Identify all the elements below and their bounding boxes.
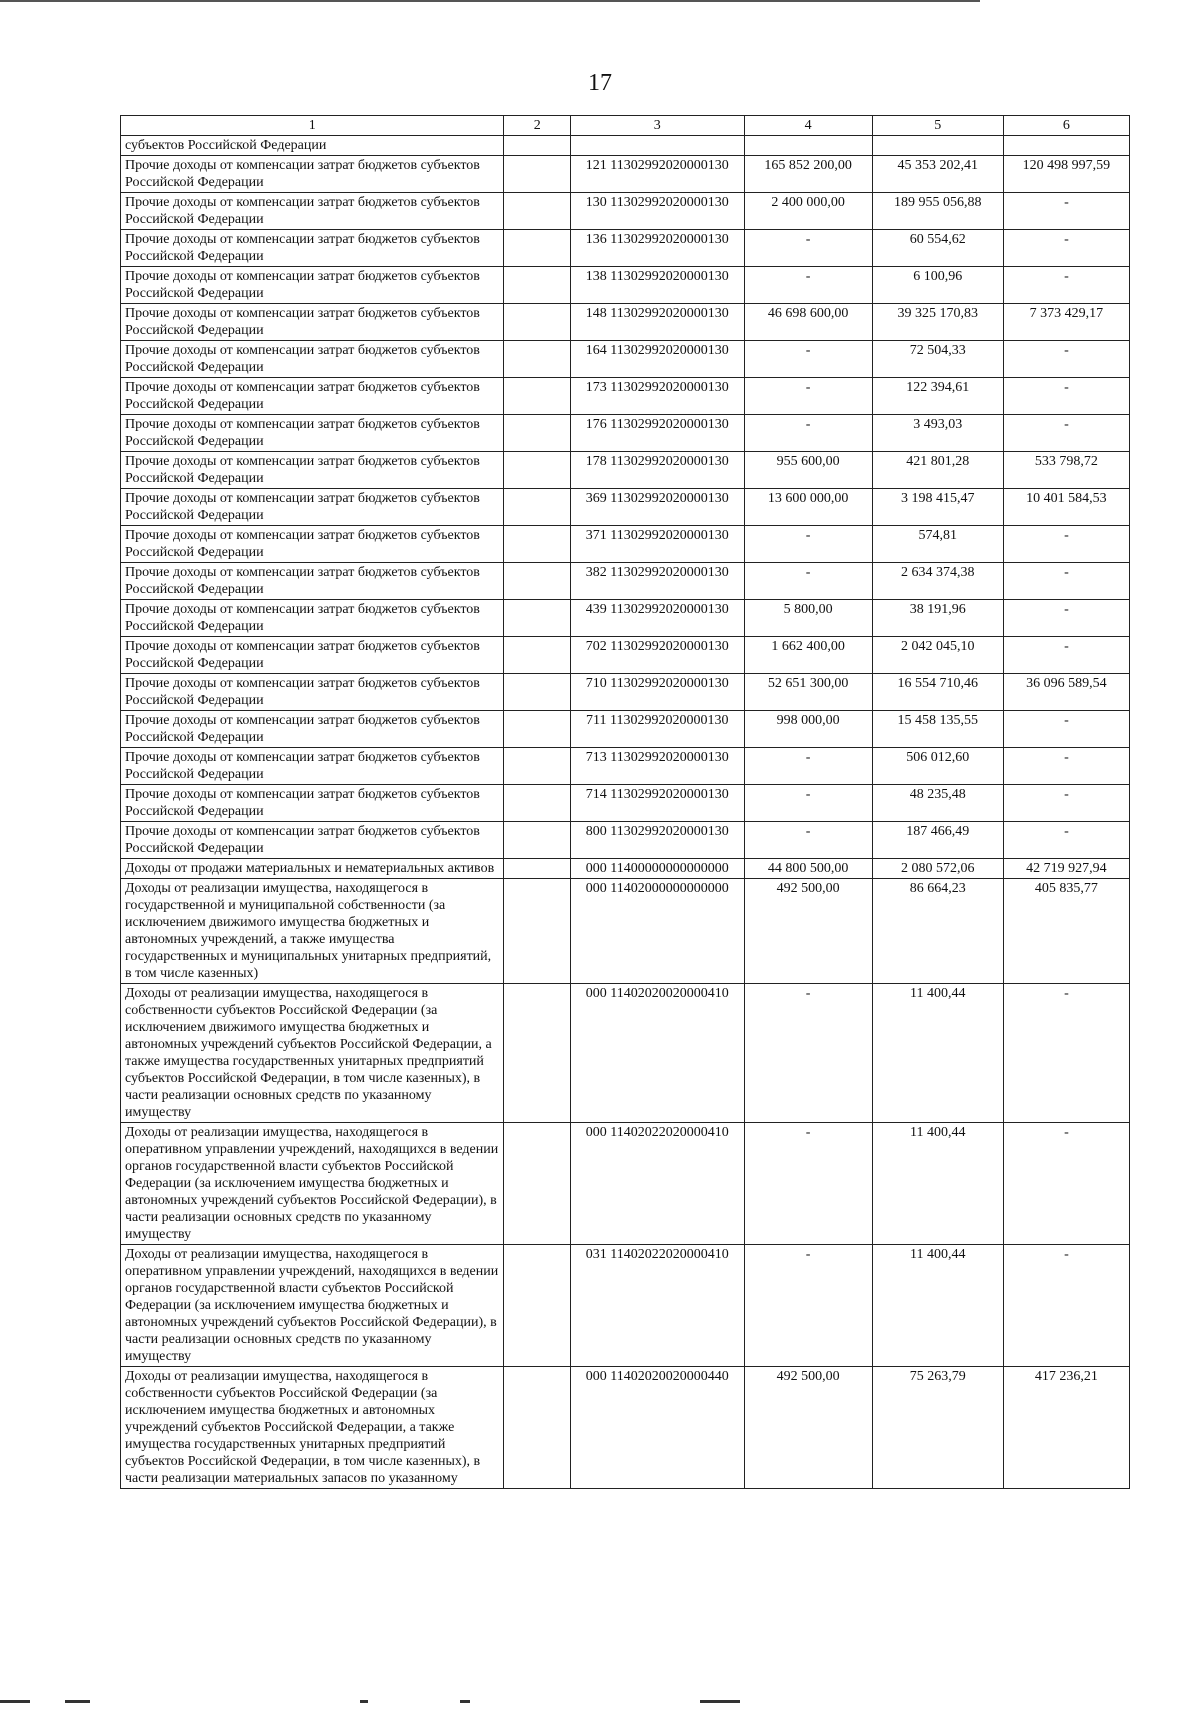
row-col-2 xyxy=(504,984,571,1123)
table-body xyxy=(121,136,1130,1489)
row-description: Прочие доходы от компенсации затрат бюджетов субъектов Российской Федерации xyxy=(121,600,504,637)
row-description: Прочие доходы от компенсации затрат бюджетов субъектов Российской Федерации xyxy=(121,785,504,822)
row-approved-amount: - xyxy=(744,1123,872,1245)
row-approved-amount: 492 500,00 xyxy=(744,879,872,984)
row-executed-amount: 72 504,33 xyxy=(872,341,1003,378)
row-col-2 xyxy=(504,674,571,711)
table-row xyxy=(121,984,1130,1123)
row-budget-code: 000 11400000000000000 xyxy=(571,859,745,879)
table-row xyxy=(121,859,1130,879)
row-description: Доходы от реализации имущества, находящегося в собственности субъектов Российской Федерации (за исключением имущества бюджетных и автономных учреждений субъектов Российской Федерации, а также имущества государственных унитарных предприятий субъектов Российской Федерации, в том числе казенных), в части реализации материальных запасов по указанному xyxy=(121,1367,504,1489)
row-unexecuted-amount: 533 798,72 xyxy=(1003,452,1129,489)
row-description: субъектов Российской Федерации xyxy=(121,136,504,156)
row-description: Прочие доходы от компенсации затрат бюджетов субъектов Российской Федерации xyxy=(121,156,504,193)
row-executed-amount: 2 634 374,38 xyxy=(872,563,1003,600)
row-executed-amount: 75 263,79 xyxy=(872,1367,1003,1489)
row-col-2 xyxy=(504,489,571,526)
row-unexecuted-amount: 7 373 429,17 xyxy=(1003,304,1129,341)
row-approved-amount: 2 400 000,00 xyxy=(744,193,872,230)
table-row xyxy=(121,711,1130,748)
row-approved-amount: - xyxy=(744,748,872,785)
row-description: Прочие доходы от компенсации затрат бюджетов субъектов Российской Федерации xyxy=(121,452,504,489)
header-col-2: 2 xyxy=(504,116,571,136)
row-col-2 xyxy=(504,1245,571,1367)
row-unexecuted-amount: - xyxy=(1003,711,1129,748)
row-approved-amount: 13 600 000,00 xyxy=(744,489,872,526)
row-executed-amount: 2 080 572,06 xyxy=(872,859,1003,879)
row-description: Прочие доходы от компенсации затрат бюджетов субъектов Российской Федерации xyxy=(121,193,504,230)
row-description: Прочие доходы от компенсации затрат бюджетов субъектов Российской Федерации xyxy=(121,822,504,859)
row-approved-amount: 46 698 600,00 xyxy=(744,304,872,341)
row-description: Доходы от реализации имущества, находящегося в государственной и муниципальной собственности (за исключением движимого имущества бюджетных и автономных учреждений, а также имущества государственных и муниципальных унитарных предприятий, в том числе казенных) xyxy=(121,879,504,984)
row-executed-amount: 11 400,44 xyxy=(872,984,1003,1123)
header-col-5: 5 xyxy=(872,116,1003,136)
budget-revenue-table xyxy=(120,115,1130,1489)
row-executed-amount: 574,81 xyxy=(872,526,1003,563)
row-approved-amount: 5 800,00 xyxy=(744,600,872,637)
header-col-1: 1 xyxy=(121,116,504,136)
row-executed-amount xyxy=(872,136,1003,156)
row-budget-code: 714 11302992020000130 xyxy=(571,785,745,822)
row-executed-amount: 506 012,60 xyxy=(872,748,1003,785)
table-row xyxy=(121,452,1130,489)
row-executed-amount: 122 394,61 xyxy=(872,378,1003,415)
row-executed-amount: 60 554,62 xyxy=(872,230,1003,267)
row-executed-amount: 39 325 170,83 xyxy=(872,304,1003,341)
row-budget-code: 173 11302992020000130 xyxy=(571,378,745,415)
row-description: Доходы от реализации имущества, находящегося в оперативном управлении учреждений, находящихся в ведении органов государственной власти субъектов Российской Федерации (за исключением имущества бюджетных и автономных учреждений субъектов Российской Федерации), в части реализации основных средств по указанному имуществу xyxy=(121,1123,504,1245)
row-approved-amount: 52 651 300,00 xyxy=(744,674,872,711)
table-row xyxy=(121,822,1130,859)
row-description: Прочие доходы от компенсации затрат бюджетов субъектов Российской Федерации xyxy=(121,267,504,304)
row-budget-code: 710 11302992020000130 xyxy=(571,674,745,711)
row-col-2 xyxy=(504,748,571,785)
row-executed-amount: 3 493,03 xyxy=(872,415,1003,452)
top-border-line xyxy=(0,0,980,2)
row-unexecuted-amount: - xyxy=(1003,1245,1129,1367)
row-budget-code: 439 11302992020000130 xyxy=(571,600,745,637)
row-description: Прочие доходы от компенсации затрат бюджетов субъектов Российской Федерации xyxy=(121,674,504,711)
row-approved-amount: - xyxy=(744,230,872,267)
row-executed-amount: 48 235,48 xyxy=(872,785,1003,822)
row-description: Прочие доходы от компенсации затрат бюджетов субъектов Российской Федерации xyxy=(121,563,504,600)
row-unexecuted-amount: 10 401 584,53 xyxy=(1003,489,1129,526)
row-col-2 xyxy=(504,637,571,674)
row-executed-amount: 15 458 135,55 xyxy=(872,711,1003,748)
table-row xyxy=(121,674,1130,711)
row-description: Прочие доходы от компенсации затрат бюджетов субъектов Российской Федерации xyxy=(121,230,504,267)
row-description: Прочие доходы от компенсации затрат бюджетов субъектов Российской Федерации xyxy=(121,748,504,785)
table-row xyxy=(121,563,1130,600)
row-budget-code: 148 11302992020000130 xyxy=(571,304,745,341)
row-col-2 xyxy=(504,785,571,822)
row-unexecuted-amount: 120 498 997,59 xyxy=(1003,156,1129,193)
row-approved-amount: 492 500,00 xyxy=(744,1367,872,1489)
row-description: Прочие доходы от компенсации затрат бюджетов субъектов Российской Федерации xyxy=(121,526,504,563)
row-col-2 xyxy=(504,879,571,984)
page-number: 17 xyxy=(588,70,612,96)
row-executed-amount: 11 400,44 xyxy=(872,1245,1003,1367)
row-budget-code: 711 11302992020000130 xyxy=(571,711,745,748)
row-unexecuted-amount: - xyxy=(1003,230,1129,267)
row-approved-amount: 44 800 500,00 xyxy=(744,859,872,879)
row-unexecuted-amount: - xyxy=(1003,267,1129,304)
row-col-2 xyxy=(504,304,571,341)
row-description: Прочие доходы от компенсации затрат бюджетов субъектов Российской Федерации xyxy=(121,711,504,748)
row-col-2 xyxy=(504,156,571,193)
row-approved-amount: - xyxy=(744,1245,872,1367)
row-unexecuted-amount: 36 096 589,54 xyxy=(1003,674,1129,711)
row-col-2 xyxy=(504,136,571,156)
row-unexecuted-amount: - xyxy=(1003,984,1129,1123)
row-approved-amount: - xyxy=(744,785,872,822)
row-budget-code: 369 11302992020000130 xyxy=(571,489,745,526)
table-row xyxy=(121,267,1130,304)
row-approved-amount: - xyxy=(744,415,872,452)
row-approved-amount: - xyxy=(744,378,872,415)
row-executed-amount: 189 955 056,88 xyxy=(872,193,1003,230)
row-executed-amount: 2 042 045,10 xyxy=(872,637,1003,674)
row-unexecuted-amount: 417 236,21 xyxy=(1003,1367,1129,1489)
row-unexecuted-amount xyxy=(1003,136,1129,156)
row-executed-amount: 45 353 202,41 xyxy=(872,156,1003,193)
row-col-2 xyxy=(504,711,571,748)
row-col-2 xyxy=(504,193,571,230)
table-row xyxy=(121,1245,1130,1367)
row-description: Доходы от реализации имущества, находящегося в оперативном управлении учреждений, находящихся в ведении органов государственной власти субъектов Российской Федерации (за исключением имущества бюджетных и автономных учреждений субъектов Российской Федерации), в части реализации основных средств по указанному имуществу xyxy=(121,1245,504,1367)
row-unexecuted-amount: - xyxy=(1003,378,1129,415)
row-unexecuted-amount: - xyxy=(1003,341,1129,378)
row-executed-amount: 16 554 710,46 xyxy=(872,674,1003,711)
row-budget-code: 000 11402020020000410 xyxy=(571,984,745,1123)
row-approved-amount: 955 600,00 xyxy=(744,452,872,489)
row-unexecuted-amount: - xyxy=(1003,415,1129,452)
row-approved-amount: - xyxy=(744,822,872,859)
row-budget-code: 000 11402022020000410 xyxy=(571,1123,745,1245)
row-executed-amount: 38 191,96 xyxy=(872,600,1003,637)
row-description: Прочие доходы от компенсации затрат бюджетов субъектов Российской Федерации xyxy=(121,489,504,526)
table-row xyxy=(121,637,1130,674)
row-description: Прочие доходы от компенсации затрат бюджетов субъектов Российской Федерации xyxy=(121,378,504,415)
row-executed-amount: 6 100,96 xyxy=(872,267,1003,304)
table-row xyxy=(121,879,1130,984)
row-budget-code: 382 11302992020000130 xyxy=(571,563,745,600)
table-row xyxy=(121,230,1130,267)
row-budget-code: 136 11302992020000130 xyxy=(571,230,745,267)
header-col-4: 4 xyxy=(744,116,872,136)
row-col-2 xyxy=(504,1367,571,1489)
table-row xyxy=(121,415,1130,452)
row-budget-code: 176 11302992020000130 xyxy=(571,415,745,452)
row-unexecuted-amount: - xyxy=(1003,193,1129,230)
row-executed-amount: 3 198 415,47 xyxy=(872,489,1003,526)
row-unexecuted-amount: - xyxy=(1003,526,1129,563)
row-unexecuted-amount: - xyxy=(1003,563,1129,600)
row-approved-amount: 1 662 400,00 xyxy=(744,637,872,674)
row-col-2 xyxy=(504,452,571,489)
row-col-2 xyxy=(504,230,571,267)
header-col-3: 3 xyxy=(571,116,745,136)
table-row xyxy=(121,1123,1130,1245)
row-executed-amount: 86 664,23 xyxy=(872,879,1003,984)
row-col-2 xyxy=(504,563,571,600)
row-description: Прочие доходы от компенсации затрат бюджетов субъектов Российской Федерации xyxy=(121,304,504,341)
table-row xyxy=(121,1367,1130,1489)
table-header-row xyxy=(121,116,1130,136)
row-col-2 xyxy=(504,1123,571,1245)
row-col-2 xyxy=(504,822,571,859)
row-unexecuted-amount: - xyxy=(1003,1123,1129,1245)
row-executed-amount: 11 400,44 xyxy=(872,1123,1003,1245)
row-budget-code: 164 11302992020000130 xyxy=(571,341,745,378)
row-col-2 xyxy=(504,378,571,415)
row-budget-code: 000 11402000000000000 xyxy=(571,879,745,984)
row-description: Прочие доходы от компенсации затрат бюджетов субъектов Российской Федерации xyxy=(121,341,504,378)
table-row xyxy=(121,304,1130,341)
row-col-2 xyxy=(504,415,571,452)
header-col-6: 6 xyxy=(1003,116,1129,136)
table-row xyxy=(121,526,1130,563)
bottom-scan-marks xyxy=(0,1700,1200,1704)
table-row xyxy=(121,193,1130,230)
row-approved-amount xyxy=(744,136,872,156)
row-budget-code: 371 11302992020000130 xyxy=(571,526,745,563)
row-budget-code: 138 11302992020000130 xyxy=(571,267,745,304)
row-col-2 xyxy=(504,600,571,637)
row-budget-code: 713 11302992020000130 xyxy=(571,748,745,785)
row-budget-code: 031 11402022020000410 xyxy=(571,1245,745,1367)
row-budget-code: 000 11402020020000440 xyxy=(571,1367,745,1489)
row-approved-amount: 165 852 200,00 xyxy=(744,156,872,193)
row-unexecuted-amount: - xyxy=(1003,600,1129,637)
row-approved-amount: 998 000,00 xyxy=(744,711,872,748)
row-budget-code: 702 11302992020000130 xyxy=(571,637,745,674)
row-budget-code: 121 11302992020000130 xyxy=(571,156,745,193)
row-approved-amount: - xyxy=(744,526,872,563)
row-col-2 xyxy=(504,526,571,563)
table-row xyxy=(121,785,1130,822)
row-approved-amount: - xyxy=(744,563,872,600)
row-budget-code: 800 11302992020000130 xyxy=(571,822,745,859)
row-unexecuted-amount: 42 719 927,94 xyxy=(1003,859,1129,879)
table-row xyxy=(121,378,1130,415)
table-row xyxy=(121,156,1130,193)
row-description: Доходы от продажи материальных и нематериальных активов xyxy=(121,859,504,879)
row-approved-amount: - xyxy=(744,984,872,1123)
row-unexecuted-amount: - xyxy=(1003,748,1129,785)
row-description: Доходы от реализации имущества, находящегося в собственности субъектов Российской Федерации (за исключением движимого имущества бюджетных и автономных учреждений субъектов Российской Федерации, а также имущества государственных унитарных предприятий субъектов Российской Федерации, в том числе казенных), в части реализации основных средств по указанному имуществу xyxy=(121,984,504,1123)
row-col-2 xyxy=(504,341,571,378)
row-budget-code: 178 11302992020000130 xyxy=(571,452,745,489)
row-unexecuted-amount: - xyxy=(1003,785,1129,822)
row-description: Прочие доходы от компенсации затрат бюджетов субъектов Российской Федерации xyxy=(121,415,504,452)
row-executed-amount: 187 466,49 xyxy=(872,822,1003,859)
row-approved-amount: - xyxy=(744,267,872,304)
row-unexecuted-amount: - xyxy=(1003,822,1129,859)
row-executed-amount: 421 801,28 xyxy=(872,452,1003,489)
row-budget-code: 130 11302992020000130 xyxy=(571,193,745,230)
row-budget-code xyxy=(571,136,745,156)
row-approved-amount: - xyxy=(744,341,872,378)
table-row xyxy=(121,600,1130,637)
row-col-2 xyxy=(504,267,571,304)
table-row xyxy=(121,748,1130,785)
table-row xyxy=(121,341,1130,378)
row-unexecuted-amount: - xyxy=(1003,637,1129,674)
row-description: Прочие доходы от компенсации затрат бюджетов субъектов Российской Федерации xyxy=(121,637,504,674)
table-row xyxy=(121,489,1130,526)
row-col-2 xyxy=(504,859,571,879)
table-row xyxy=(121,136,1130,156)
row-unexecuted-amount: 405 835,77 xyxy=(1003,879,1129,984)
